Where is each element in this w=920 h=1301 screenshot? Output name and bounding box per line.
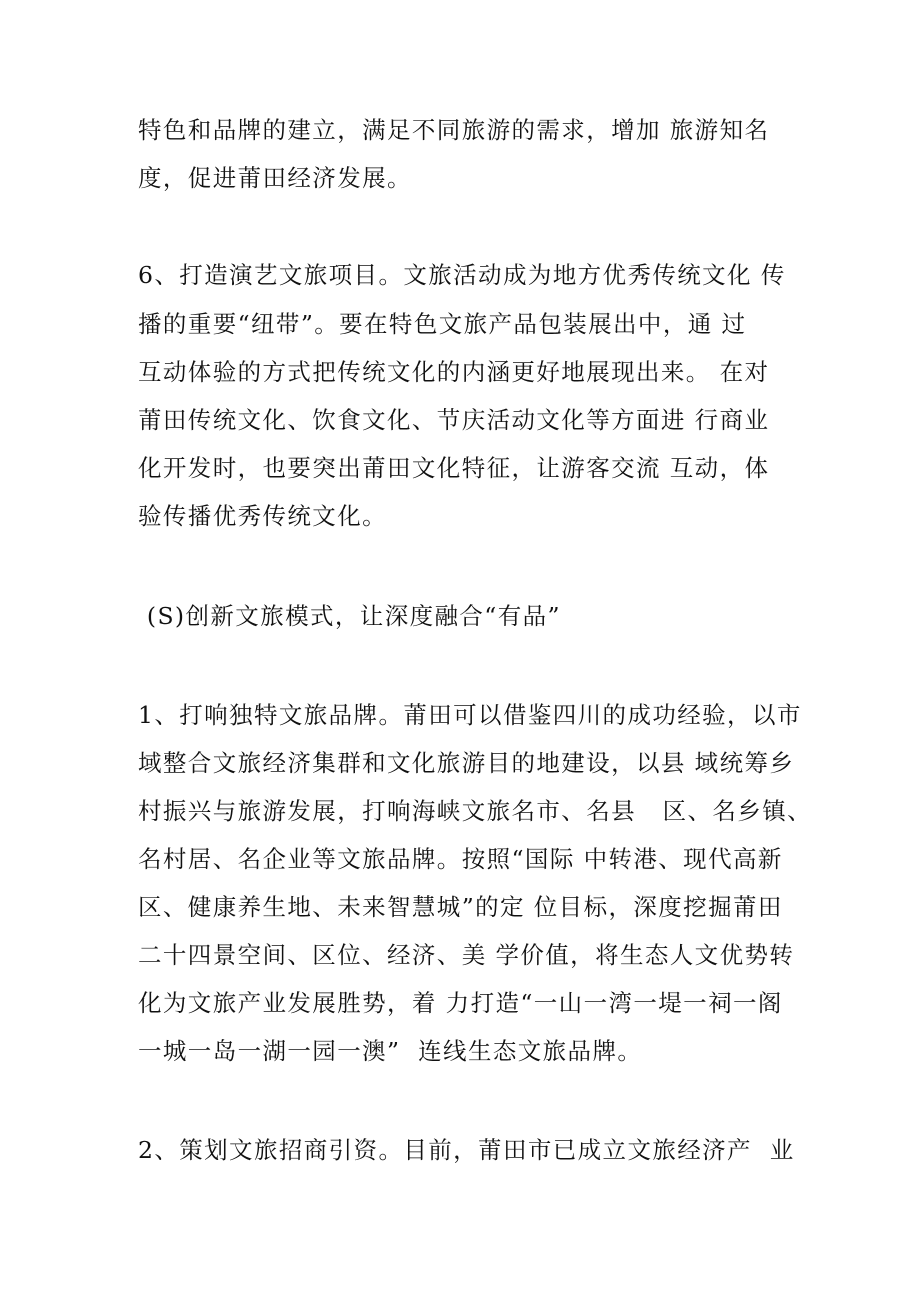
paragraph-line: 二十四景空间、区位、经济、美 学价值，将生态人文优势转	[138, 941, 795, 969]
paragraph-line: 一城一岛一湖一园一澳” 连线生态文旅品牌。	[138, 1037, 643, 1065]
paragraph-line: 区、健康养生地、未来智慧城”的定 位目标，深度挖掘莆田	[138, 893, 783, 921]
paragraph-line: 验传播优秀传统文化。	[138, 502, 387, 530]
paragraph-line: 化为文旅产业发展胜势，着 力打造“一山一湾一堤一祠一阁	[138, 989, 783, 1017]
paragraph-line: 度，促进莆田经济发展。	[138, 164, 412, 192]
paragraph-line: 村振兴与旅游发展，打响海峡文旅名市、名县 区、名乡镇、	[138, 797, 813, 825]
paragraph-line: 莆田传统文化、饮食文化、节庆活动文化等方面进 行商业	[138, 406, 770, 434]
section-heading: (S)创新文旅模式，让深度融合“有品”	[138, 602, 561, 630]
paragraph-line: 域整合文旅经济集群和文化旅游目的地建设，以县 域统筹乡	[138, 749, 795, 777]
paragraph-line: 2、策划文旅招商引资。目前，莆田市已成立文旅经济产 业	[138, 1136, 795, 1164]
paragraph-line: 互动体验的方式把传统文化的内涵更好地展现出来。 在对	[138, 358, 770, 386]
paragraph-line: 1、打响独特文旅品牌。莆田可以借鉴四川的成功经验，以市	[138, 701, 802, 729]
paragraph-line: 6、打造演艺文旅项目。文旅活动成为地方优秀传统文化 传	[138, 261, 786, 289]
paragraph-line: 名村居、名企业等文旅品牌。按照“国际 中转港、现代高新	[138, 845, 783, 873]
paragraph-line: 特色和品牌的建立，满足不同旅游的需求，增加 旅游知名	[138, 116, 770, 144]
paragraph-line: 化开发时，也要突出莆田文化特征，让游客交流 互动，体	[138, 454, 770, 482]
paragraph-line: 播的重要“纽带”。要在特色文旅产品包装展出中，通 过	[138, 310, 747, 338]
